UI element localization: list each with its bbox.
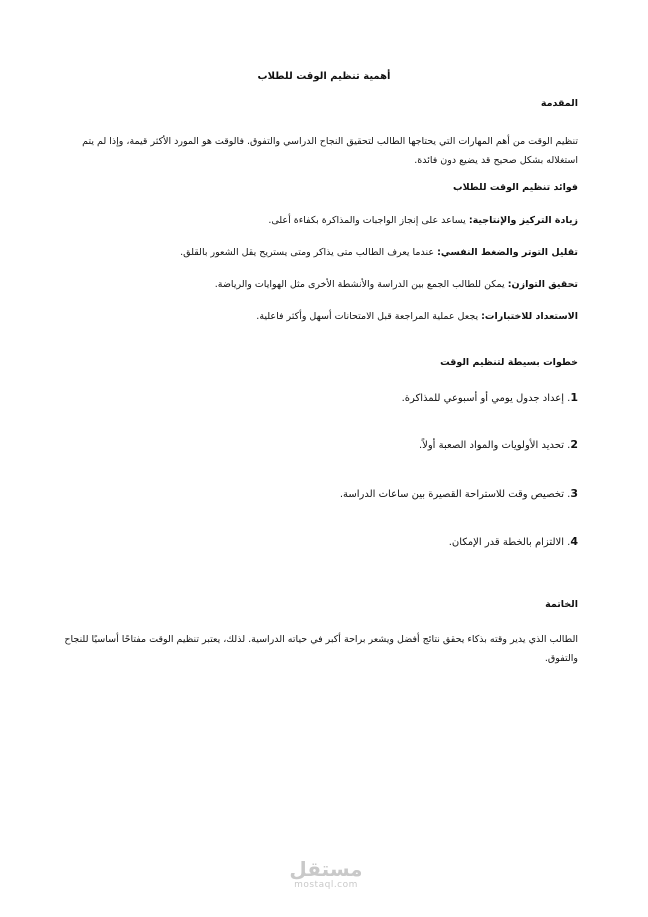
step-item [58, 487, 578, 502]
document-title: أهمية تنظيم الوقت للطلاب [257, 71, 391, 82]
benefit-item [58, 278, 578, 292]
benefit-text: يساعد على إنجاز الواجبات والمذاكرة بكفاءة أعلى. [268, 215, 469, 226]
step-number: 3 [570, 487, 578, 500]
step-text: . إعداد جدول يومي أو أسبوعي للمذاكرة. [401, 393, 571, 404]
step-item [58, 535, 578, 550]
mostaql-watermark [286, 858, 366, 890]
benefits-heading: فوائد تنظيم الوقت للطلاب [453, 182, 578, 193]
step-text: . الالتزام بالخطة قدر الإمكان. [448, 537, 571, 548]
step-number: 4 [570, 535, 578, 548]
benefit-label: زيادة التركيز والإنتاجية: [468, 215, 578, 226]
watermark-arabic: مستقل [289, 857, 363, 881]
step-number: 2 [570, 438, 578, 451]
steps-heading: خطوات بسيطة لتنظيم الوقت [440, 357, 578, 368]
step-item [58, 391, 578, 406]
benefit-text: يجعل عملية المراجعة قبل الامتحانات أسهل وأكثر فاعلية. [256, 311, 482, 322]
benefit-text: عندما يعرف الطالب متى يذاكر ومتى يستريح يقل الشعور بالقلق. [180, 247, 438, 258]
step-item [58, 438, 578, 453]
watermark-latin: mostaql.com [294, 880, 358, 890]
conclusion-paragraph: الطالب الذي يدير وقته بذكاء يحقق نتائج أفضل ويشعر براحة أكبر في حياته الدراسية. لذلك، يعتبر تنظيم الوقت مفتاحًا أساسيًا للنجاح والتفوق. [64, 634, 578, 664]
benefit-item [58, 246, 578, 260]
conclusion-heading: الخاتمة [545, 599, 578, 610]
intro-paragraph: تنظيم الوقت من أهم المهارات التي يحتاجها الطالب لتحقيق النجاح الدراسي والتفوق. فالوقت هو المورد الأكثر قيمة، وإذا لم يتم استغلاله بشكل صحيح قد يضيع دون فائدة. [82, 136, 578, 166]
step-text: . تخصيص وقت للاستراحة القصيرة بين ساعات الدراسة. [339, 489, 571, 500]
intro-heading: المقدمة [540, 98, 578, 109]
step-text: . تحديد الأولويات والمواد الصعبة أولاً. [418, 440, 571, 451]
benefit-label: تحقيق التوازن: [507, 279, 578, 290]
benefit-label: الاستعداد للاختبارات: [481, 311, 578, 322]
benefit-item [58, 310, 578, 324]
benefit-label: تقليل التوتر والضغط النفسي: [437, 247, 578, 258]
step-number: 1 [570, 391, 578, 404]
benefit-item [58, 214, 578, 228]
benefit-text: يمكن للطالب الجمع بين الدراسة والأنشطة الأخرى مثل الهوايات والرياضة. [214, 279, 508, 290]
